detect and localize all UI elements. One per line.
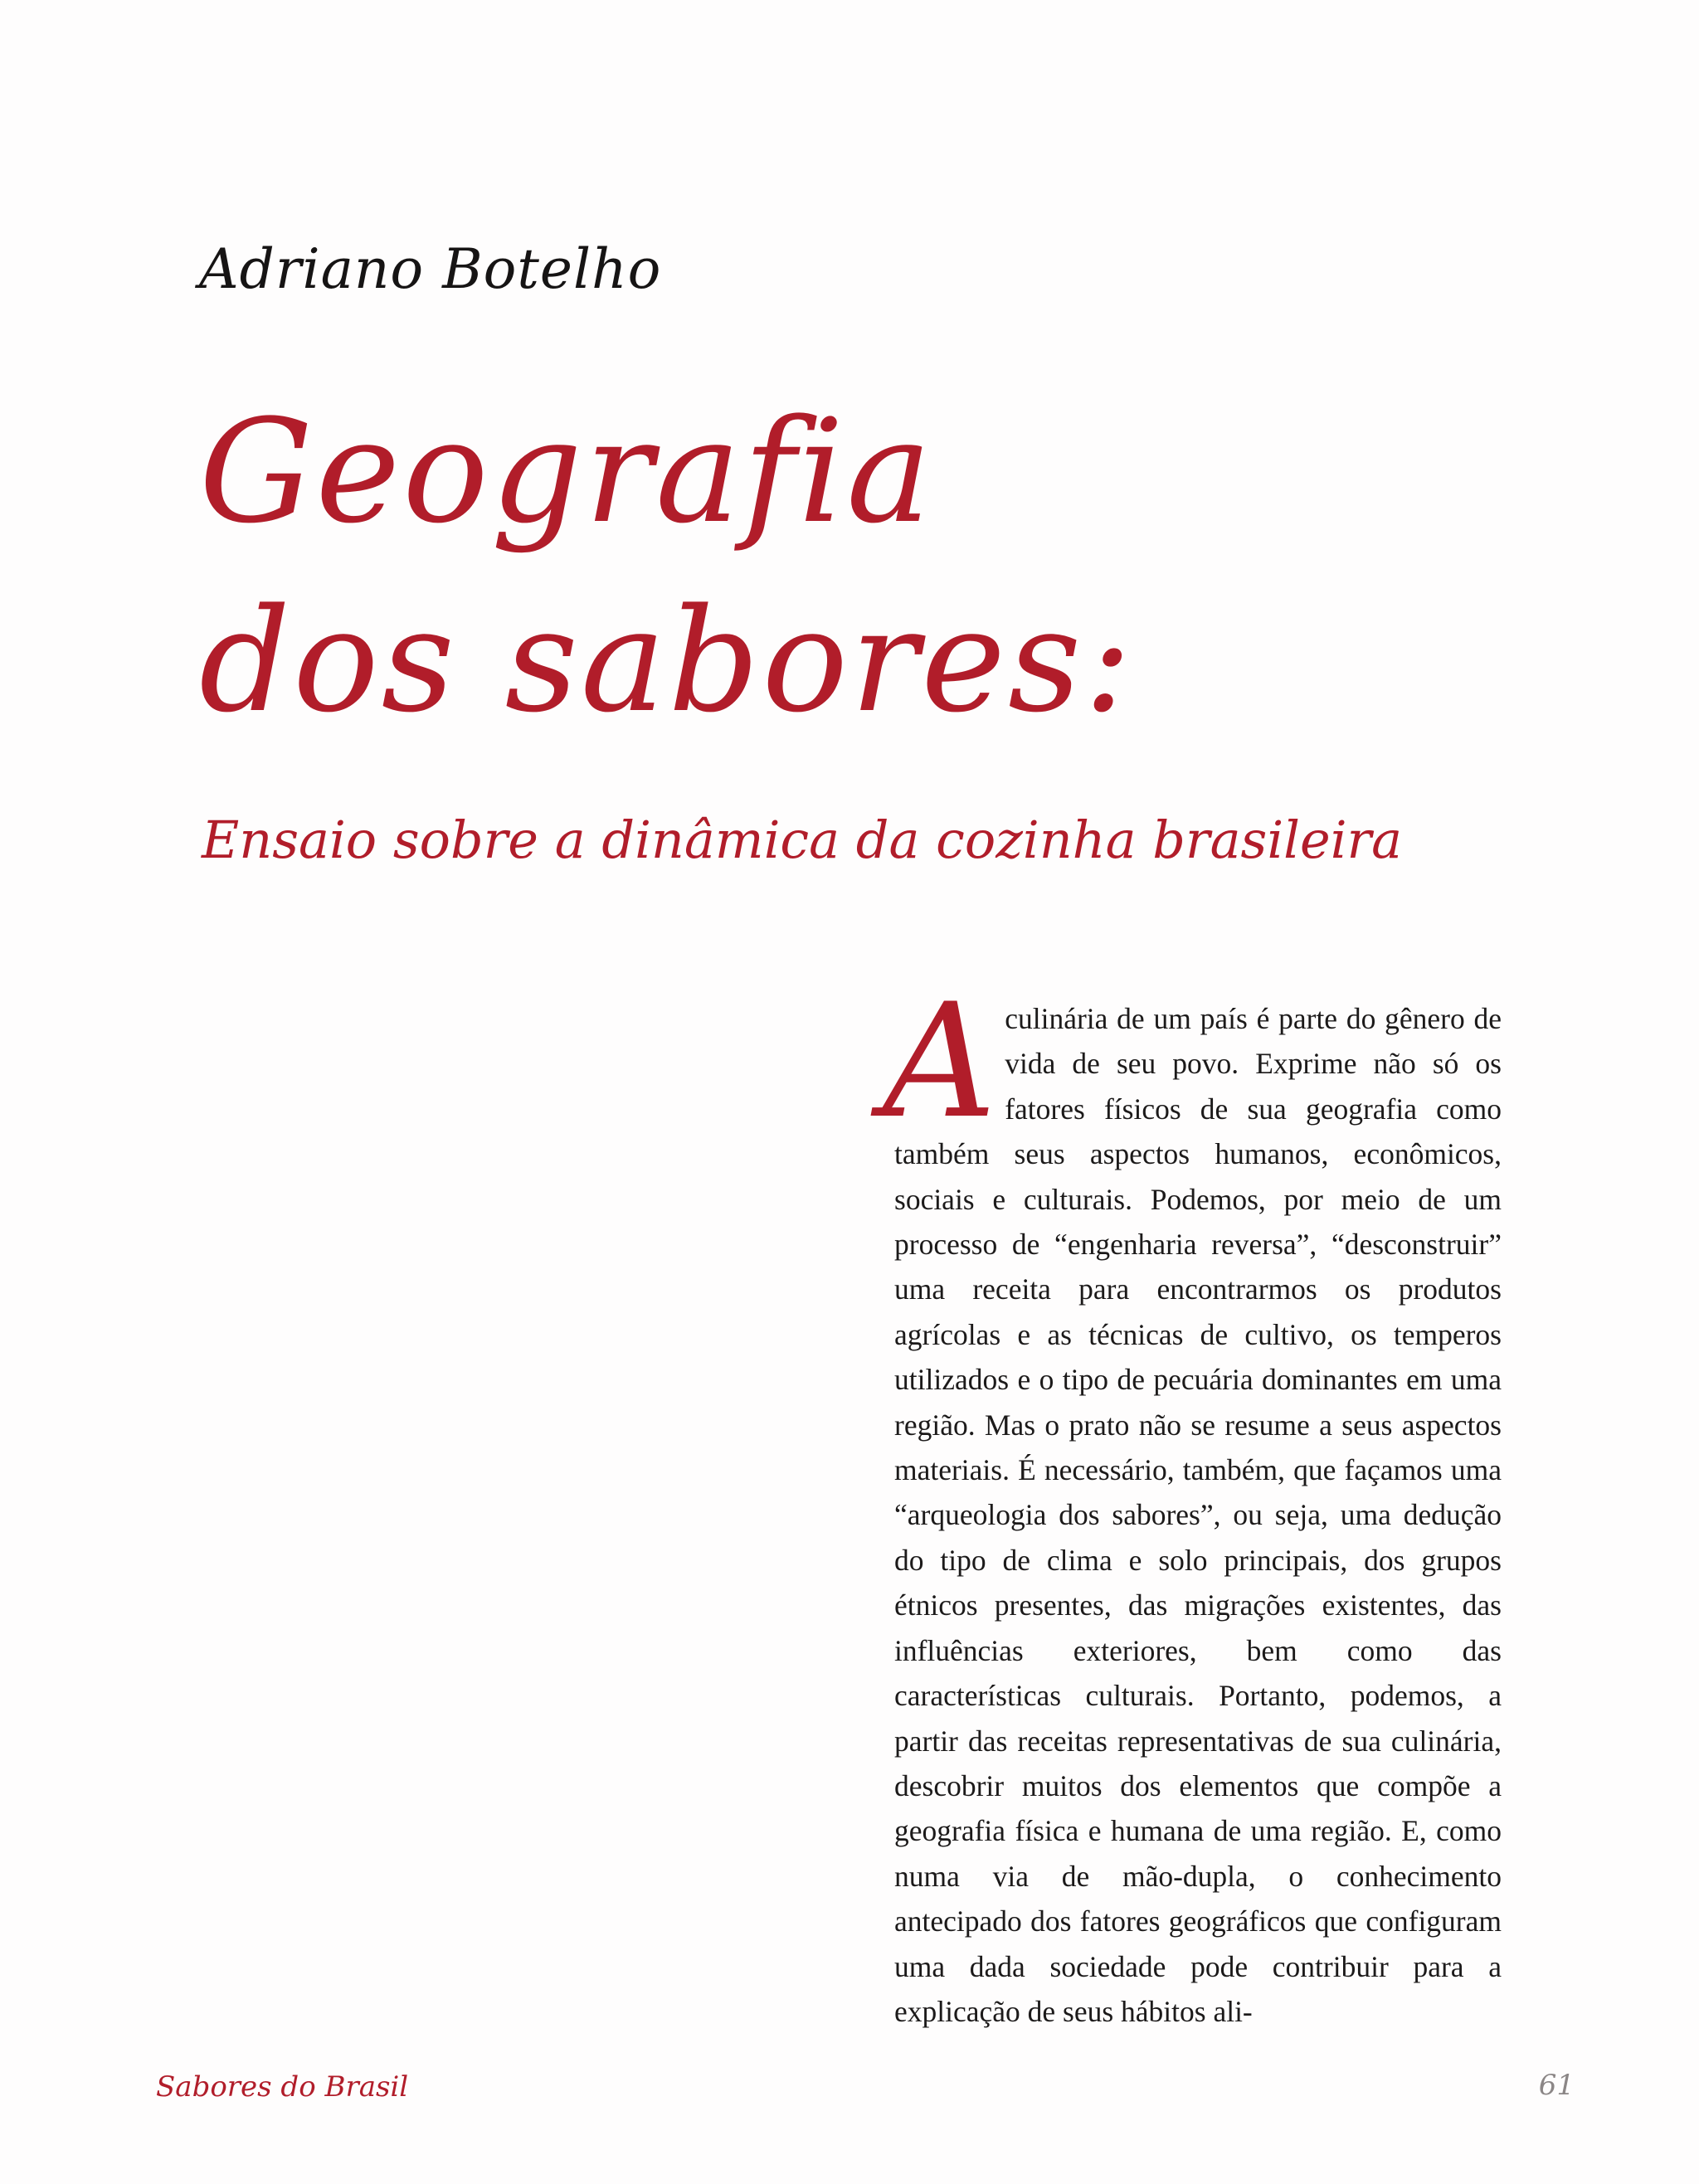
- body-paragraph: [883, 970, 1502, 2034]
- body-text: culinária de um país é parte do gênero de vida de seu povo. Exprime não só os fatores físicos de sua geografia como também seus aspectos humanos, econômicos, sociais e culturais. Podemos, por meio de um processo de “engenharia reversa”, “desconstruir” uma receita para encontrarmos os produtos agrícolas e as técnicas de cultivo, os temperos utilizados e o tipo de pecuária dominantes em uma região. Mas o prato não se resume a seus aspectos materiais. É necessário, também, que façamos uma “arqueologia dos sabores”, ou seja, uma dedução do tipo de clima e solo principais, dos grupos étnicos presentes, das migrações existentes, das influências exteriores, bem como das características culturais. Portanto, podemos, a partir das receitas representativas de sua culinária, descobrir muitos dos elementos que compõe a geografia física e humana de uma região. E, como numa via de mão-dupla, o conhecimento antecipado dos fatores geográficos que configuram uma dada sociedade pode contribuir para a explicação de seus hábitos ali-: [894, 1002, 1502, 2028]
- running-footer-title: Sabores do Brasil: [156, 2070, 409, 2104]
- drop-cap: A: [883, 970, 997, 1153]
- author-name: Adriano Botelho: [199, 237, 662, 301]
- body-column: [883, 970, 1502, 2034]
- page-number: 61: [1538, 2069, 1575, 2102]
- title-line-2: dos sabores:: [199, 577, 1135, 744]
- title-line-1: Geografia: [199, 388, 934, 555]
- article-subtitle: Ensaio sobre a dinâmica da cozinha brasileira: [202, 810, 1403, 870]
- article-title: [199, 377, 1134, 756]
